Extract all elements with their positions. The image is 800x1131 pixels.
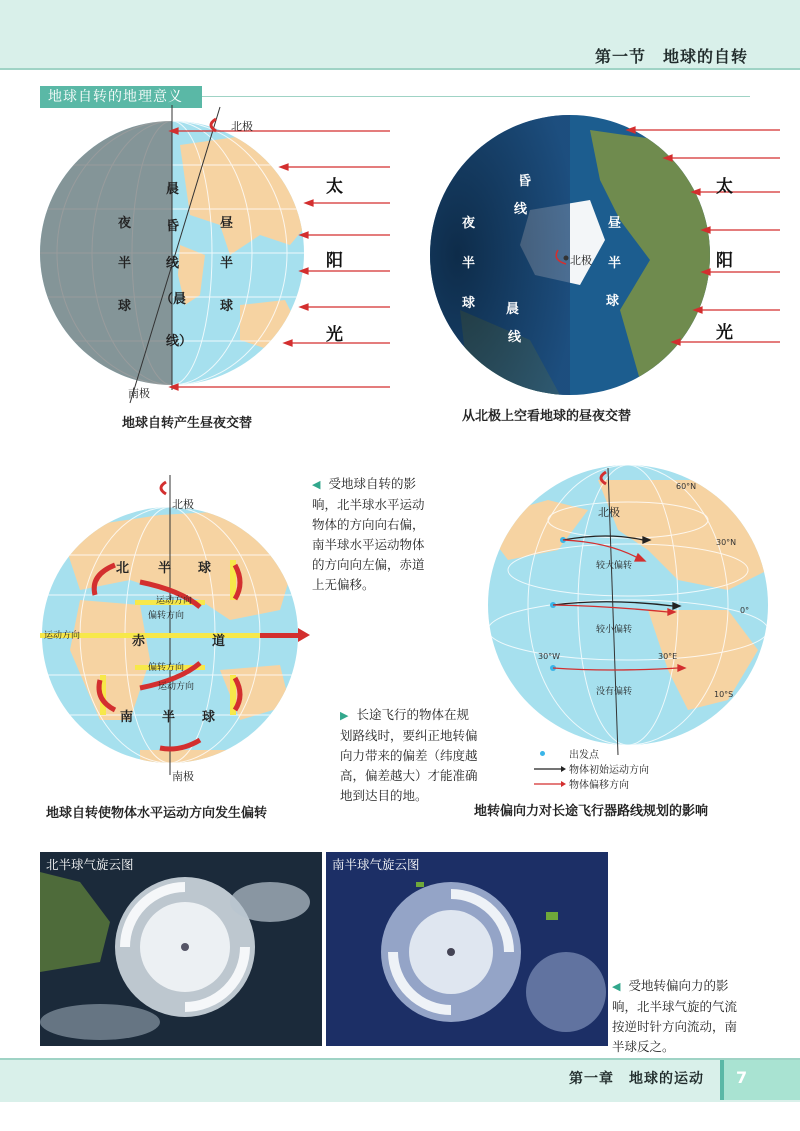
south-pole-label: 南极 — [172, 770, 194, 783]
deflection-direction-label-south: 偏转方向 — [148, 663, 185, 673]
terminator-char-3: 线 — [166, 256, 180, 271]
terminator-char-2: 昏 — [166, 219, 180, 234]
south-cyclone-graphic — [326, 852, 608, 1046]
terminator-char-1: 昏 — [518, 174, 532, 189]
terminator-char-1: 晨 — [166, 182, 180, 197]
night-label: 夜 — [462, 216, 476, 231]
flight-note: ▶ 长途飞行的物体在规 划路线时，要纠正地转偏 向力带来的偏差（纬度越 高，偏差越大）才能准确 地到达目的地。 — [340, 707, 478, 803]
north-pole-label: 北极 — [570, 254, 592, 267]
equator-char-1: 赤 — [132, 634, 146, 649]
figure1-caption: 地球自转产生昼夜交替 — [122, 416, 253, 431]
sun-char-1: 太 — [716, 177, 733, 197]
pole-dot — [564, 256, 569, 261]
page-number: 7 — [736, 1068, 748, 1087]
northern-char-1: 北 — [116, 561, 130, 576]
sun-char-1: 太 — [326, 177, 343, 197]
terminator-char-4: 线 — [508, 330, 522, 345]
section-title: 地球自转的地理意义 — [40, 86, 202, 108]
figure-deflection-globe — [40, 470, 310, 790]
south-cyclone-label: 南半球气旋云图 — [332, 857, 420, 872]
figure4-caption: 地转偏向力对长途飞行器路线规划的影响 — [474, 804, 709, 819]
southern-char-2: 半 — [162, 710, 176, 725]
deflection-direction-label-north: 偏转方向 — [148, 611, 185, 621]
northern-char-2: 半 — [158, 561, 172, 576]
night-shade — [420, 110, 570, 400]
north-cyclone-graphic — [40, 852, 322, 1046]
north-cyclone-image — [40, 852, 322, 1046]
north-pole-label: 北极 — [172, 498, 194, 511]
note-marker-icon: ◀ — [612, 980, 621, 993]
figure-flight-deflection-globe — [478, 460, 778, 760]
legend-origin-dot — [540, 751, 545, 756]
terminator-char-4: （晨 — [160, 292, 187, 307]
lat-label-30n: 30°N — [716, 538, 737, 547]
note-marker-icon: ▶ — [340, 709, 349, 722]
motion-direction-label-equator: 运动方向 — [44, 631, 81, 641]
north-pole-label: 北极 — [598, 506, 620, 519]
north-cyclone-label: 北半球气旋云图 — [46, 857, 134, 872]
sun-char-3: 光 — [716, 323, 733, 343]
legend-initial-arrow-icon — [534, 765, 566, 773]
label-small-deflection: 较小偏转 — [596, 625, 633, 635]
northern-char-3: 球 — [198, 561, 212, 576]
north-pole-label: 北极 — [231, 120, 253, 133]
day-char-3: 球 — [606, 294, 620, 309]
day-char-3: 球 — [220, 299, 234, 314]
rotation-arrow-icon — [211, 119, 216, 131]
south-pole-label: 南极 — [128, 387, 150, 400]
night-char-3: 球 — [118, 299, 132, 314]
night-shade — [30, 105, 172, 405]
southern-char-1: 南 — [120, 710, 134, 725]
sun-char-2: 阳 — [326, 251, 343, 271]
sun-char-2: 阳 — [716, 251, 733, 271]
lon-label-30e: 30°E — [658, 652, 678, 661]
cyclone-note: ◀ 受地转偏向力的影 响，北半球气旋的气流 按逆时针方向流动，南 半球反之。 — [612, 978, 738, 1054]
figure2-caption: 从北极上空看地球的昼夜交替 — [462, 409, 632, 424]
lat-label-60n: 60°N — [676, 482, 697, 491]
rotation-arrow-icon — [161, 482, 166, 494]
south-cyclone-image — [326, 852, 608, 1046]
legend-deflect-arrow-icon — [534, 780, 566, 788]
section-divider — [202, 96, 750, 97]
equator-char-2: 道 — [212, 634, 226, 649]
page-number-box — [720, 1060, 800, 1100]
night-char-1: 夜 — [118, 216, 132, 231]
night-char-3: 球 — [462, 296, 476, 311]
day-char-1: 昼 — [220, 216, 234, 231]
label-no-deflection: 没有偏转 — [596, 687, 633, 697]
night-char-2: 半 — [462, 256, 476, 271]
terminator-char-3: 晨 — [506, 302, 520, 317]
terminator-char-5: 线） — [166, 334, 193, 349]
southern-char-3: 球 — [202, 710, 216, 725]
day-char-2: 半 — [220, 256, 234, 271]
page-header-title: 第一节 地球的自转 — [594, 47, 748, 66]
deflection-note: ◀ 受地球自转的影 响，北半球水平运动 物体的方向向右偏， 南半球水平运动物体 的方向向左偏，赤道 上无偏移。 — [312, 476, 425, 592]
motion-direction-label-north: 运动方向 — [156, 596, 193, 606]
label-large-deflection: 较大偏转 — [596, 561, 633, 571]
figure4-legend: 出发点 物体初始运动方向 物体偏移方向 — [534, 746, 734, 791]
sun-char-3: 光 — [326, 325, 343, 345]
day-char-2: 半 — [608, 256, 622, 271]
day-char-1: 昼 — [608, 216, 622, 231]
terminator-char-2: 线 — [514, 202, 528, 217]
lat-label-0: 0° — [740, 606, 750, 615]
figure3-caption: 地球自转使物体水平运动方向发生偏转 — [46, 806, 268, 821]
lat-label-10s: 10°S — [714, 690, 734, 699]
night-char-2: 半 — [118, 256, 132, 271]
motion-direction-label-south: 运动方向 — [158, 682, 195, 692]
note-marker-icon: ◀ — [312, 478, 321, 491]
chapter-title: 第一章 地球的运动 — [569, 1071, 704, 1087]
lon-label-30w: 30°W — [538, 652, 561, 661]
